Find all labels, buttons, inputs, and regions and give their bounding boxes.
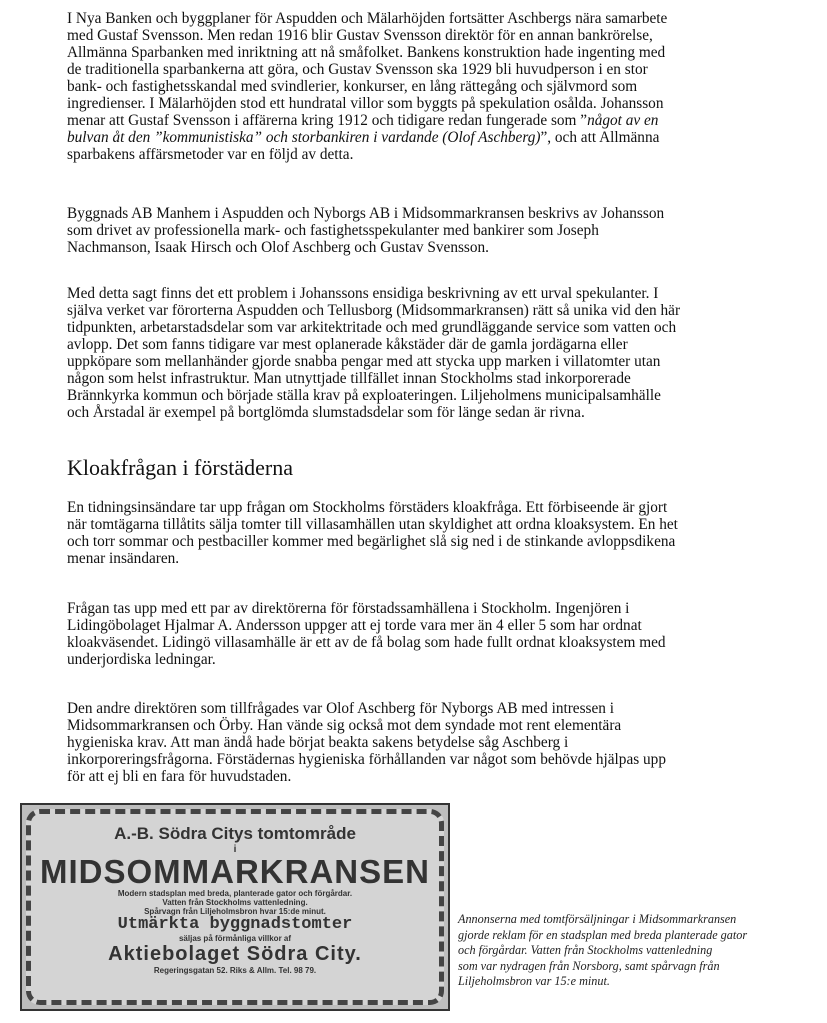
- section-heading: Kloakfrågan i förstäderna: [67, 455, 294, 480]
- text-line: avlopp. Det som fanns tidigare var mest oplanerade kåkstäder där de gamla jordägarna eller: [67, 336, 628, 353]
- text-line: Den andre direktören som tillfrågades var Olof Aschberg för Nyborgs AB med intressen i: [67, 700, 615, 717]
- caption-line: som var nydragen från Norsborg, samt spårvagn från: [458, 958, 720, 973]
- text-line: som drivet av professionella mark- och fastighetsspekulanter med bankirer som Joseph: [67, 222, 599, 239]
- ad-line: Spårvagn från Liljeholmsbron hvar 15:de minut.: [144, 907, 326, 916]
- ad-line: Aktiebolaget Södra City.: [108, 943, 362, 965]
- text: menar att Gustaf Svensson i affärerna kring 1912 och tidigare redan fungerade som ”: [67, 112, 588, 129]
- text-line: sparbakens affärsmetoder var en följd av detta.: [67, 146, 354, 163]
- paragraph-2: [67, 205, 664, 256]
- ad-line: i: [233, 844, 237, 855]
- caption-line: Annonserna med tomtförsäljningar i Midsommarkransen: [458, 912, 737, 926]
- paragraph-3: [67, 285, 680, 421]
- text-line: Med detta sagt finns det ett problem i Johanssons ensidiga beskrivning av ett urval spekulanter. I: [67, 285, 659, 302]
- text-line: med Gustaf Svensson. Men redan 1916 blir Gustav Svensson direktör för en annan bankrörelse,: [67, 27, 653, 44]
- text-line: någon som helst infrastruktur. Man utnyttjade tillfället innan Stockholms stad inkorporerade: [67, 370, 631, 387]
- image-caption: [458, 912, 747, 990]
- text-line: menar insändaren.: [67, 550, 180, 567]
- ad-line: A.-B. Södra Citys tomtområde: [114, 824, 356, 843]
- paragraph-1: [67, 10, 667, 163]
- ad-title: MIDSOMMARKRANSEN: [40, 853, 430, 890]
- caption-line: och förgårdar. Vatten från Stockholms vattenledning: [458, 943, 713, 957]
- newspaper-ad-image: [20, 803, 450, 1011]
- text-line: och torr sommar och pestbaciller kommer med begärlighet slå sig ned i de stinkande avloppsdikena: [67, 533, 676, 550]
- text-line: inkorporeringsfrågorna. Förstädernas hygieniska förhållanden var något som behövde hjälpas upp: [67, 751, 666, 768]
- paragraph-4: [67, 499, 678, 567]
- text-line: ingredienser. I Mälarhöjden stod ett hundratal villor som byggts på spekulation osålda. Johansson: [67, 95, 664, 112]
- text-line: och Årstadal är exempel på bortglömda slumstadsdelar som för länge sedan är rivna.: [67, 404, 585, 421]
- text-line: Byggnads AB Manhem i Aspudden och Nyborgs AB i Midsommarkransen beskrivs av Johansson: [67, 205, 665, 222]
- text-line: uppköpare som mellanhänder gjorde snabba pengar med att stycka upp marken i villatomter utan: [67, 353, 661, 370]
- text-line: Nachmanson, Isaak Hirsch och Olof Aschberg och Gustav Svensson.: [67, 239, 490, 256]
- text-line: bank- och fastighetsskandal med svindlerier, konkurser, en lång rättegång och självmord som: [67, 78, 638, 95]
- text-line: själva verket var förorterna Aspudden och Tellusborg (Midsommarkransen) rätt så unika vid den här: [67, 302, 681, 319]
- text-line: tidpunkten, arbetarstadsdelar som var arkitektritade och med grundläggande service som vatten och: [67, 319, 677, 336]
- text-line: underjordiska ledningar.: [67, 651, 216, 668]
- text-line: kloakväsendet. Lidingö villasamhälle är ett av de få bolag som hade fullt ordnat kloaksystem med: [67, 634, 666, 651]
- text-line: En tidningsinsändare tar upp frågan om Stockholms förstäders kloakfråga. Ett förbiseende är gjort: [67, 499, 668, 516]
- caption-line: gjorde reklam för en stadsplan med breda planterade gator: [458, 927, 748, 942]
- text-line: [67, 112, 667, 129]
- text-line: Lidingöbolaget Hjalmar A. Andersson uppger att ej torde vara mer än 4 eller 5 som har ordnat: [67, 617, 642, 634]
- text-line: för att ej bli en fara för huvudstaden.: [67, 768, 292, 785]
- ad-frame: [26, 809, 444, 1005]
- ad-line: Modern stadsplan med breda, planterade gator och förgårdar.: [117, 889, 353, 898]
- caption-line: Liljeholmsbron var 15:e minut.: [458, 974, 610, 988]
- quote-text: bulvan åt den ”kommunistiska” och storbankiren i vardande (Olof Aschberg): [67, 129, 541, 146]
- text-line: Frågan tas upp med ett par av direktörerna för förstadssamhällena i Stockholm. Ingenjören i: [67, 600, 630, 617]
- paragraph-5: [67, 600, 666, 668]
- text: ”, och att Allmänna: [540, 129, 660, 146]
- text-line: [67, 129, 667, 146]
- text-line: Midsommarkransen och Örby. Han vände sig också mot dem syndade mot rent elementära: [67, 717, 622, 734]
- text-line: Allmänna Sparbanken med inriktning att nå småfolket. Bankens konstruktion hade ingenting med: [67, 44, 666, 61]
- text-line: Brännkyrka kommun och började ställa krav på exploateringen. Liljeholmens municipalsamhälle: [67, 387, 661, 404]
- text-line: när tomtägarna tillåtits sälja tomter till villasamhällen utan skyldighet att ordna kloaksystem. En het: [67, 516, 678, 533]
- ad-line: Vatten från Stockholms vattenledning.: [162, 898, 308, 907]
- ad-line: säljas på förmånliga villkor af: [178, 934, 292, 943]
- text-line: hygieniska krav. Att man ändå hade börjat beakta sakens betydelse såg Aschberg i: [67, 734, 569, 751]
- paragraph-6: [67, 700, 666, 785]
- quote-text: något av en: [587, 112, 659, 129]
- ad-line: Utmärkta byggnadstomter: [117, 915, 353, 934]
- text-line: de traditionella sparbankerna att göra, och Gustav Svensson ska 1929 bli huvudperson i en stor: [67, 61, 648, 78]
- ad-line: Regeringsgatan 52. Riks & Allm. Tel. 98 79.: [153, 966, 317, 975]
- text-line: I Nya Banken och byggplaner för Aspudden och Mälarhöjden fortsätter Aschbergs nära samarbete: [67, 10, 668, 27]
